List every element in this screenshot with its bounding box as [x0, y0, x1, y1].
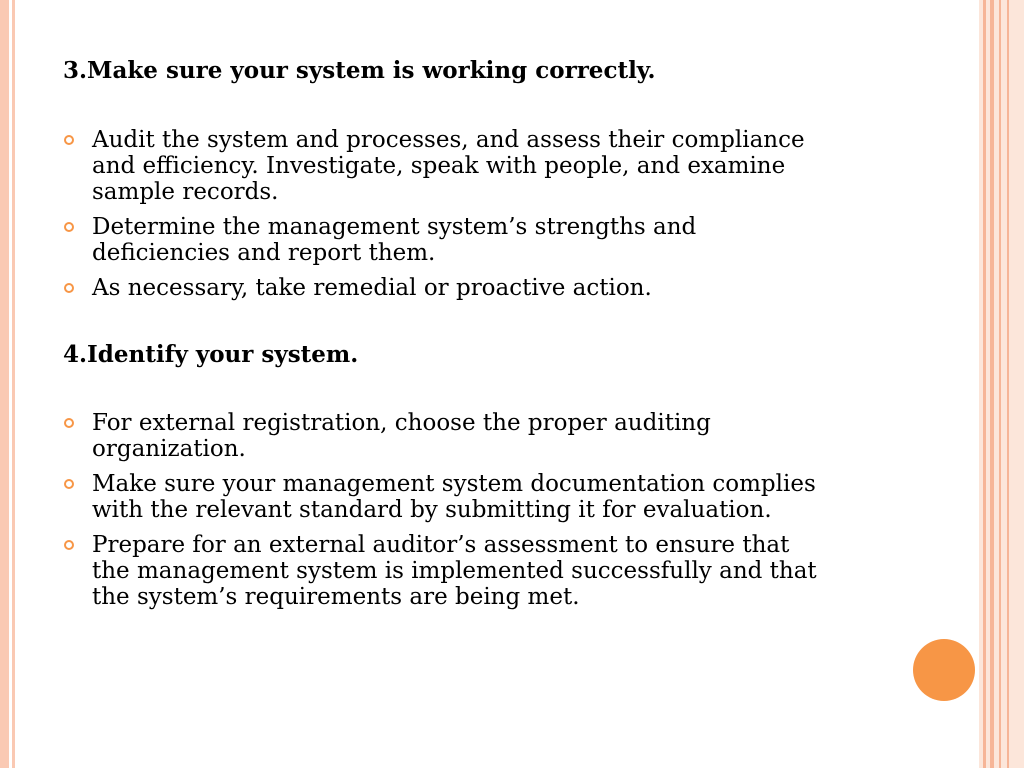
list-item-text: As necessary, take remedial or proactive action. [92, 275, 652, 301]
list-item-text: Determine the management system’s strengths and deficiencies and report them. [92, 214, 697, 266]
section-4-heading: 4.Identify your system. [63, 341, 359, 368]
circle-bullet-icon [64, 222, 74, 232]
list-item [64, 214, 805, 266]
right-stripe [983, 0, 986, 768]
section-3-list [64, 127, 805, 310]
section-3-heading: 3.Make sure your system is working correctly. [63, 57, 656, 84]
left-edge-bar [0, 0, 9, 768]
list-item [64, 471, 817, 523]
circle-bullet-icon [64, 479, 74, 489]
circle-bullet-icon [64, 135, 74, 145]
orange-circle-icon [913, 639, 975, 701]
list-item [64, 275, 805, 301]
list-item-text: Make sure your management system documentation complies with the relevant standard by submitting it for evaluation. [92, 471, 816, 523]
list-item [64, 410, 817, 462]
left-border-line [12, 0, 15, 768]
list-item-text: Prepare for an external auditor’s assessment to ensure that the management system is implemented successfully and that the system’s requirements are being met. [92, 532, 817, 610]
circle-bullet-icon [64, 540, 74, 550]
right-stripe [999, 0, 1001, 768]
circle-bullet-icon [64, 418, 74, 428]
list-item-text: Audit the system and processes, and assess their compliance and efficiency. Investigate, speak with people, and examine sample records. [92, 127, 805, 205]
list-item [64, 532, 817, 610]
right-stripe [990, 0, 994, 768]
list-item-text: For external registration, choose the proper auditing organization. [92, 410, 711, 462]
right-stripe [1007, 0, 1009, 768]
circle-bullet-icon [64, 283, 74, 293]
section-4-list [64, 410, 817, 619]
list-item [64, 127, 805, 205]
